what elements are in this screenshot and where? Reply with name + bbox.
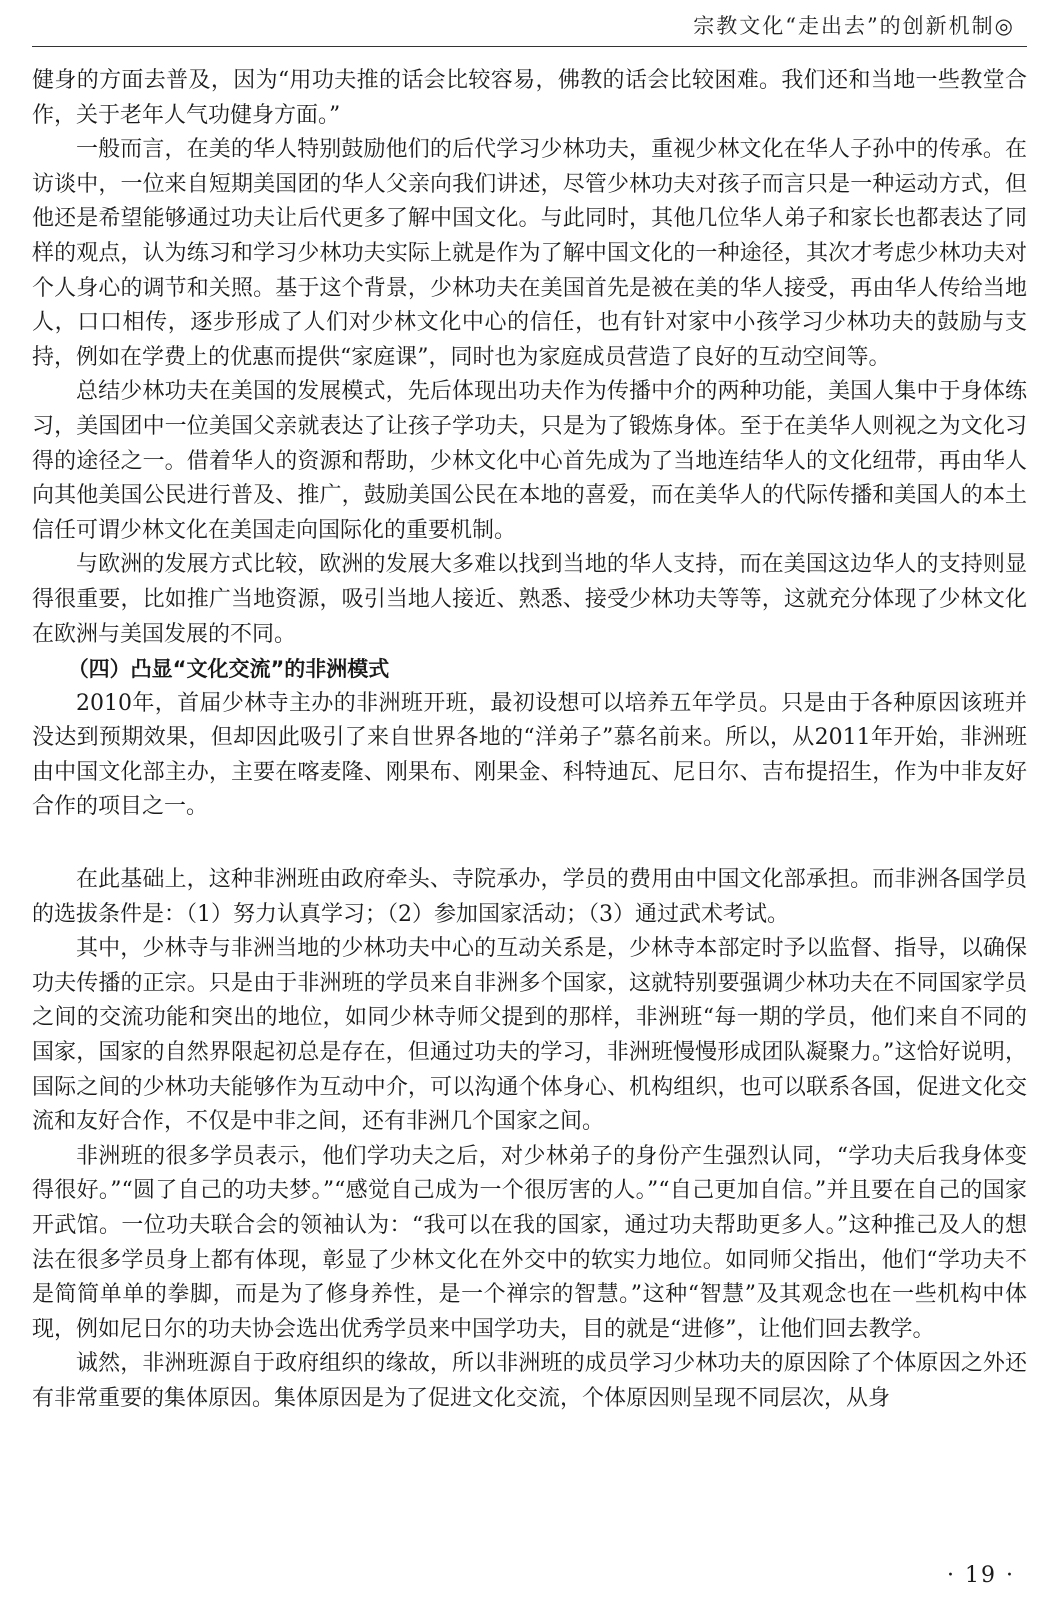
page-number: · 19 · [947,1563,1015,1588]
section-heading: （四）凸显“文化交流”的非洲模式 [67,657,390,682]
running-header: 宗教文化“走出去”的创新机制◎ [693,14,1015,38]
paragraph: 健身的方面去普及，因为“用功夫推的话会比较容易，佛教的话会比较困难。我们还和当地一些教堂合作，关于老年人气功健身方面。” [32,68,1027,128]
paragraph: 诚然，非洲班源自于政府组织的缘故，所以非洲班的成员学习少林功夫的原因除了个体原因之外还有非常重要的集体原因。集体原因是为了促进文化交流，个体原因则呈现不同层次，从身 [32,1351,1027,1411]
paragraph: 2010年，首届少林寺主办的非洲班开班，最初设想可以培养五年学员。只是由于各种原因该班并没达到预期效果，但却因此吸引了来自世界各地的“洋弟子”慕名前来。所以，从2011年开始，非洲班由中国文化部主办，主要在喀麦隆、刚果布、刚果金、科特迪瓦、尼日尔、吉布提招生，作为中非友好合作的项目之一。 [32,690,1027,820]
paragraph: 非洲班的很多学员表示，他们学功夫之后，对少林弟子的身份产生强烈认同，“学功夫后我身体变得很好。”“圆了自己的功夫梦。”“感觉自己成为一个很厉害的人。”“自己更加自信。”并且要在自己的国家开武馆。一位功夫联合会的领袖认为：“我可以在我的国家，通过功夫帮助更多人。”这种推己及人的想法在很多学员身上都有体现，彰显了少林文化在外交中的软实力地位。如同师父指出，他们“学功夫不是简简单单的拳脚，而是为了修身养性，是一个禅宗的智慧。”这种“智慧”及其观念也在一些机构中体现，例如尼日尔的功夫协会选出优秀学员来中国学功夫，目的就是“进修”，让他们回去教学。 [32,1143,1027,1342]
body-text [32,64,1027,1417]
paragraph: 总结少林功夫在美国的发展模式，先后体现出功夫作为传播中介的两种功能，美国人集中于身体练习，美国团中一位美国父亲就表达了让孩子学功夫，只是为了锻炼身体。至于在美华人则视之为文化习得的途径之一。借着华人的资源和帮助，少林文化中心首先成为了当地连结华人的文化纽带，再由华人向其他美国公民进行普及、推广，鼓励美国公民在本地的喜爱，而在美华人的代际传播和美国人的本土信任可谓少林文化在美国走向国际化的重要机制。 [32,379,1027,543]
paragraph: 其中，少林寺与非洲当地的少林功夫中心的互动关系是，少林寺本部定时予以监督、指导，以确保功夫传播的正宗。只是由于非洲班的学员来自非洲多个国家，这就特别要强调少林功夫在不同国家学员之间的交流功能和突出的地位，如同少林寺师父提到的那样，非洲班“每一期的学员，他们来自不同的国家，国家的自然界限起初总是存在，但通过功夫的学习，非洲班慢慢形成团队凝聚力。”这恰好说明，国际之间的少林功夫能够作为互动中介，可以沟通个体身心、机构组织，也可以联系各国，促进文化交流和友好合作，不仅是中非之间，还有非洲几个国家之间。 [32,936,1027,1135]
paragraph: 与欧洲的发展方式比较，欧洲的发展大多难以找到当地的华人支持，而在美国这边华人的支持则显得很重要，比如推广当地资源，吸引当地人接近、熟悉、接受少林功夫等等，这就充分体现了少林文化在欧洲与美国发展的不同。 [32,552,1027,647]
paragraph: 一般而言，在美的华人特别鼓励他们的后代学习少林功夫，重视少林文化在华人子孙中的传承。在访谈中，一位来自短期美国团的华人父亲向我们讲述，尽管少林功夫对孩子而言只是一种运动方式，但他还是希望能够通过功夫让后代更多了解中国文化。与此同时，其他几位华人弟子和家长也都表达了同样的观点，认为练习和学习少林功夫实际上就是作为了解中国文化的一种途径，其次才考虑少林功夫对个人身心的调节和关照。基于这个背景，少林功夫在美国首先是被在美的华人接受，再由华人传给当地人，口口相传，逐步形成了人们对少林文化中心的信任，也有针对家中小孩学习少林功夫的鼓励与支持，例如在学费上的优惠而提供“家庭课”，同时也为家庭成员营造了良好的互动空间等。 [32,137,1027,370]
header-divider [32,46,1027,47]
paragraph-gap [32,825,1027,863]
paragraph: 在此基础上，这种非洲班由政府牵头、寺院承办，学员的费用由中国文化部承担。而非洲各国学员的选拔条件是：（1）努力认真学习；（2）参加国家活动；（3）通过武术考试。 [32,867,1027,927]
